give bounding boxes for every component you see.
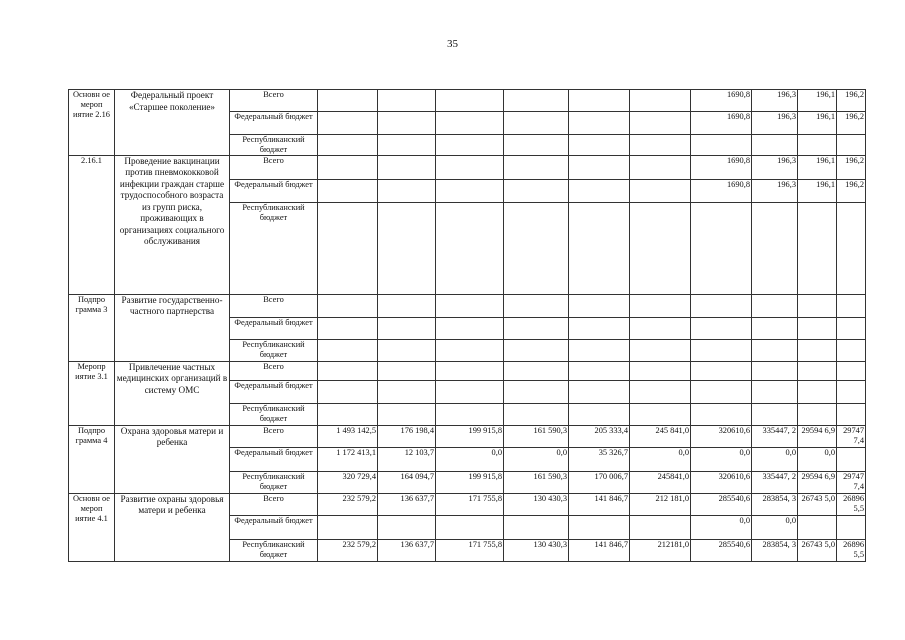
value-cell (504, 179, 569, 202)
value-cell: 171 755,8 (436, 539, 504, 561)
funding-source: Федеральный бюджет (230, 179, 318, 202)
row-code: Основн ое мероп иятие 4.1 (69, 493, 115, 561)
table-row (69, 155, 866, 179)
value-cell (691, 339, 752, 361)
value-cell: 26743 5,0 (798, 539, 837, 561)
value-cell: 196,2 (837, 112, 866, 135)
funding-source: Всего (230, 493, 318, 515)
funding-source: Федеральный бюджет (230, 515, 318, 539)
value-cell: 199 915,8 (436, 471, 504, 493)
funding-source: Республиканский бюджет (230, 339, 318, 361)
value-cell (504, 90, 569, 112)
value-cell: 196,3 (752, 179, 798, 202)
table-row (69, 90, 866, 112)
value-cell (752, 380, 798, 403)
value-cell: 0,0 (436, 447, 504, 471)
value-cell (569, 515, 630, 539)
value-cell: 196,1 (798, 112, 837, 135)
value-cell (436, 179, 504, 202)
value-cell (691, 361, 752, 380)
value-cell: 196,3 (752, 155, 798, 179)
value-cell (752, 339, 798, 361)
funding-source: Всего (230, 294, 318, 317)
funding-source: Федеральный бюджет (230, 317, 318, 339)
value-cell (798, 515, 837, 539)
value-cell: 283854, 3 (752, 493, 798, 515)
value-cell: 26896 5,5 (837, 493, 866, 515)
row-code: Подпро грамма 4 (69, 425, 115, 493)
value-cell (569, 294, 630, 317)
value-cell: 232 579,2 (318, 539, 378, 561)
value-cell (798, 135, 837, 156)
row-name: Охрана здоровья матери и ребенка (115, 425, 230, 493)
value-cell (798, 339, 837, 361)
value-cell (569, 317, 630, 339)
value-cell (436, 403, 504, 425)
value-cell: 232 579,2 (318, 493, 378, 515)
value-cell: 196,1 (798, 155, 837, 179)
value-cell: 0,0 (630, 447, 691, 471)
value-cell (318, 380, 378, 403)
value-cell (569, 90, 630, 112)
value-cell (630, 202, 691, 294)
value-cell: 212181,0 (630, 539, 691, 561)
value-cell (691, 317, 752, 339)
value-cell (837, 339, 866, 361)
value-cell (691, 202, 752, 294)
value-cell (378, 90, 436, 112)
value-cell (378, 202, 436, 294)
value-cell: 1 493 142,5 (318, 425, 378, 447)
table-row (69, 425, 866, 447)
value-cell: 199 915,8 (436, 425, 504, 447)
value-cell: 320 729,4 (318, 471, 378, 493)
value-cell: 1690,8 (691, 155, 752, 179)
value-cell (436, 135, 504, 156)
value-cell: 130 430,3 (504, 493, 569, 515)
funding-source: Республиканский бюджет (230, 202, 318, 294)
value-cell (752, 294, 798, 317)
value-cell: 26896 5,5 (837, 539, 866, 561)
value-cell (504, 515, 569, 539)
value-cell (837, 317, 866, 339)
value-cell (318, 339, 378, 361)
value-cell (752, 135, 798, 156)
value-cell: 29594 6,9 (798, 471, 837, 493)
value-cell (691, 403, 752, 425)
value-cell (798, 294, 837, 317)
value-cell (837, 361, 866, 380)
value-cell (752, 317, 798, 339)
row-code: Основн ое мероп иятие 2.16 (69, 90, 115, 156)
value-cell (436, 361, 504, 380)
value-cell (504, 317, 569, 339)
value-cell (378, 403, 436, 425)
value-cell: 245841,0 (630, 471, 691, 493)
value-cell (691, 380, 752, 403)
value-cell (318, 294, 378, 317)
value-cell: 12 103,7 (378, 447, 436, 471)
value-cell (504, 339, 569, 361)
value-cell: 212 181,0 (630, 493, 691, 515)
value-cell (569, 202, 630, 294)
funding-source: Республиканский бюджет (230, 403, 318, 425)
value-cell (798, 380, 837, 403)
value-cell: 1690,8 (691, 90, 752, 112)
value-cell: 141 846,7 (569, 539, 630, 561)
value-cell (318, 317, 378, 339)
value-cell (630, 90, 691, 112)
table-row (69, 294, 866, 317)
funding-source: Республиканский бюджет (230, 135, 318, 156)
value-cell: 176 198,4 (378, 425, 436, 447)
value-cell: 285540,6 (691, 539, 752, 561)
value-cell (318, 90, 378, 112)
value-cell (378, 135, 436, 156)
value-cell (630, 339, 691, 361)
value-cell (436, 339, 504, 361)
value-cell (837, 202, 866, 294)
value-cell (504, 135, 569, 156)
value-cell (569, 403, 630, 425)
table-row (69, 361, 866, 380)
value-cell (504, 380, 569, 403)
value-cell: 29747 7,4 (837, 471, 866, 493)
value-cell: 170 006,7 (569, 471, 630, 493)
value-cell: 164 094,7 (378, 471, 436, 493)
row-code: 2.16.1 (69, 155, 115, 294)
value-cell (504, 294, 569, 317)
funding-source: Всего (230, 155, 318, 179)
value-cell (378, 179, 436, 202)
value-cell: 0,0 (798, 447, 837, 471)
value-cell: 196,1 (798, 179, 837, 202)
value-cell: 29747 7,4 (837, 425, 866, 447)
value-cell (318, 179, 378, 202)
value-cell (752, 361, 798, 380)
value-cell: 171 755,8 (436, 493, 504, 515)
value-cell (378, 361, 436, 380)
value-cell (436, 317, 504, 339)
value-cell (630, 179, 691, 202)
value-cell (798, 403, 837, 425)
value-cell: 196,2 (837, 90, 866, 112)
value-cell (378, 317, 436, 339)
row-name: Развитие государственно-частного партнерства (115, 294, 230, 361)
value-cell (630, 317, 691, 339)
value-cell (436, 202, 504, 294)
value-cell: 196,3 (752, 112, 798, 135)
value-cell (436, 112, 504, 135)
value-cell (378, 294, 436, 317)
value-cell (318, 403, 378, 425)
value-cell: 136 637,7 (378, 493, 436, 515)
value-cell (504, 112, 569, 135)
value-cell (504, 155, 569, 179)
value-cell: 0,0 (691, 515, 752, 539)
value-cell: 26743 5,0 (798, 493, 837, 515)
row-name: Развитие охраны здоровья матери и ребенка (115, 493, 230, 561)
value-cell (436, 90, 504, 112)
value-cell (752, 403, 798, 425)
row-name: Федеральный проект «Старшее поколение» (115, 90, 230, 156)
value-cell (630, 361, 691, 380)
funding-source: Всего (230, 425, 318, 447)
value-cell (378, 515, 436, 539)
value-cell: 245 841,0 (630, 425, 691, 447)
value-cell: 161 590,3 (504, 471, 569, 493)
value-cell: 196,3 (752, 90, 798, 112)
value-cell: 320610,6 (691, 425, 752, 447)
value-cell (318, 202, 378, 294)
value-cell (569, 339, 630, 361)
value-cell (630, 294, 691, 317)
value-cell (630, 380, 691, 403)
value-cell: 196,2 (837, 179, 866, 202)
value-cell (569, 179, 630, 202)
value-cell (798, 317, 837, 339)
budget-table (68, 89, 866, 562)
value-cell (569, 361, 630, 380)
value-cell (318, 155, 378, 179)
funding-source: Республиканский бюджет (230, 471, 318, 493)
value-cell: 1690,8 (691, 179, 752, 202)
funding-source: Федеральный бюджет (230, 447, 318, 471)
row-code: Подпро грамма 3 (69, 294, 115, 361)
row-name: Проведение вакцинации против пневмококковой инфекции граждан старше трудоспособного возраста из групп риска, проживающих в организациях социального обслуживания (115, 155, 230, 294)
value-cell: 205 333,4 (569, 425, 630, 447)
funding-source: Всего (230, 361, 318, 380)
value-cell (504, 403, 569, 425)
value-cell: 335447, 2 (752, 471, 798, 493)
value-cell (691, 135, 752, 156)
value-cell (798, 202, 837, 294)
value-cell: 141 846,7 (569, 493, 630, 515)
value-cell (436, 515, 504, 539)
value-cell (569, 135, 630, 156)
value-cell (630, 135, 691, 156)
value-cell: 0,0 (752, 515, 798, 539)
value-cell (378, 339, 436, 361)
value-cell: 161 590,3 (504, 425, 569, 447)
value-cell: 196,2 (837, 155, 866, 179)
value-cell: 35 326,7 (569, 447, 630, 471)
value-cell (318, 112, 378, 135)
value-cell (436, 155, 504, 179)
value-cell (630, 515, 691, 539)
value-cell (837, 380, 866, 403)
value-cell (630, 403, 691, 425)
funding-source: Федеральный бюджет (230, 380, 318, 403)
value-cell: 0,0 (504, 447, 569, 471)
value-cell (504, 361, 569, 380)
value-cell (318, 361, 378, 380)
value-cell: 285540,6 (691, 493, 752, 515)
value-cell: 0,0 (752, 447, 798, 471)
value-cell: 130 430,3 (504, 539, 569, 561)
value-cell (569, 112, 630, 135)
row-code: Меропр иятие 3.1 (69, 361, 115, 425)
value-cell (318, 135, 378, 156)
value-cell (630, 112, 691, 135)
value-cell (752, 202, 798, 294)
value-cell (798, 361, 837, 380)
table-row (69, 493, 866, 515)
value-cell: 1690,8 (691, 112, 752, 135)
value-cell (436, 294, 504, 317)
value-cell (569, 155, 630, 179)
value-cell (504, 202, 569, 294)
value-cell (837, 294, 866, 317)
value-cell: 283854, 3 (752, 539, 798, 561)
page-number: 35 (447, 38, 458, 50)
value-cell (569, 380, 630, 403)
value-cell (378, 155, 436, 179)
value-cell: 196,1 (798, 90, 837, 112)
value-cell (837, 403, 866, 425)
funding-source: Всего (230, 90, 318, 112)
funding-source: Федеральный бюджет (230, 112, 318, 135)
value-cell (837, 447, 866, 471)
row-name: Привлечение частных медицинских организаций в систему ОМС (115, 361, 230, 425)
value-cell (691, 294, 752, 317)
funding-source: Республиканский бюджет (230, 539, 318, 561)
value-cell: 1 172 413,1 (318, 447, 378, 471)
value-cell (837, 515, 866, 539)
value-cell (837, 135, 866, 156)
value-cell: 136 637,7 (378, 539, 436, 561)
value-cell: 320610,6 (691, 471, 752, 493)
value-cell: 0,0 (691, 447, 752, 471)
value-cell: 29594 6,9 (798, 425, 837, 447)
value-cell (378, 380, 436, 403)
value-cell: 335447, 2 (752, 425, 798, 447)
value-cell (436, 380, 504, 403)
value-cell (630, 155, 691, 179)
value-cell (378, 112, 436, 135)
value-cell (318, 515, 378, 539)
